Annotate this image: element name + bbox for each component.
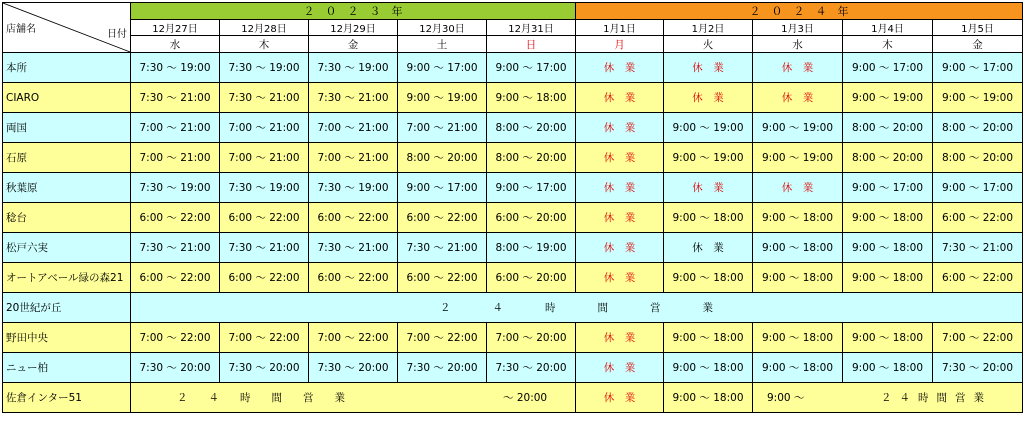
closed-cell: 休 業 — [576, 203, 664, 233]
closed-cell: 休 業 — [576, 143, 664, 173]
store-row — [3, 203, 1023, 233]
closed-cell: 休 業 — [576, 83, 664, 113]
hours-cell: 9:00 ～ 19:00 — [753, 113, 843, 143]
corner-header-cell — [3, 3, 131, 53]
hours-cell: 6:00 ～ 22:00 — [131, 203, 220, 233]
store-row — [3, 263, 1023, 293]
store-row — [3, 53, 1023, 83]
store-name-cell: 野田中央 — [3, 323, 131, 353]
hours-cell: 9:00 ～ 17:00 — [398, 53, 487, 83]
hours-cell: 6:00 ～ 22:00 — [220, 263, 309, 293]
hours-cell: 6:00 ～ 20:00 — [487, 203, 576, 233]
hours-cell: 7:30 ～ 21:00 — [220, 233, 309, 263]
hours-cell: 7:30 ～ 21:00 — [131, 83, 220, 113]
hours-cell: 7:00 ～ 21:00 — [220, 143, 309, 173]
day-of-week-row — [3, 36, 1023, 53]
closed-cell: 休 業 — [664, 173, 753, 203]
hours-cell: 7:30 ～ 20:00 — [398, 353, 487, 383]
date-header-cell: 12月31日 — [487, 20, 576, 36]
day-of-week-cell: 水 — [131, 36, 220, 53]
day-of-week-cell: 金 — [933, 36, 1023, 53]
hours-cell: 9:00 ～ 18:00 — [843, 203, 933, 233]
store-row — [3, 383, 1023, 413]
closed-cell: 休 業 — [576, 113, 664, 143]
hours-cell: 9:00 ～ 18:00 — [664, 203, 753, 233]
hours-cell: 9:00 ～ 18:00 — [487, 83, 576, 113]
hours-cell: 8:00 ～ 20:00 — [487, 113, 576, 143]
hours-cell: 7:30 ～ 19:00 — [220, 53, 309, 83]
hours-cell: 9:00 ～ 18:00 — [753, 263, 843, 293]
hours-cell: 9:00 ～ 18:00 — [753, 323, 843, 353]
closed-cell: 休 業 — [576, 53, 664, 83]
store-row — [3, 173, 1023, 203]
hours-cell: 8:00 ～ 19:00 — [487, 233, 576, 263]
store-name-cell: 20世紀が丘 — [3, 293, 131, 323]
open-24h-cell: ２ ４ 時 間 営 業 — [131, 293, 1023, 323]
hours-cell: 7:30 ～ 21:00 — [309, 233, 398, 263]
hours-cell: 7:00 ～ 21:00 — [309, 113, 398, 143]
date-header-cell: 1月4日 — [843, 20, 933, 36]
date-header-cell: 12月28日 — [220, 20, 309, 36]
store-row — [3, 353, 1023, 383]
hours-cell: 7:30 ～ 21:00 — [131, 233, 220, 263]
hours-cell: 6:00 ～ 22:00 — [933, 203, 1023, 233]
store-row — [3, 143, 1023, 173]
closed-cell: 休 業 — [576, 323, 664, 353]
store-name-cell: CIARO — [3, 83, 131, 113]
hours-cell: 9:00 ～ 18:00 — [843, 353, 933, 383]
open-24h-until-cell — [131, 383, 576, 413]
hours-cell: 9:00 ～ 19:00 — [664, 113, 753, 143]
hours-cell: 9:00 ～ 19:00 — [398, 83, 487, 113]
opening-time-label: 9:00 ～ — [767, 392, 805, 404]
hours-cell: 7:00 ～ 21:00 — [309, 143, 398, 173]
hours-cell: 7:00 ～ 22:00 — [220, 323, 309, 353]
hours-cell: 7:30 ～ 19:00 — [220, 173, 309, 203]
hours-cell: 7:00 ～ 21:00 — [131, 143, 220, 173]
closed-cell: 休 業 — [576, 353, 664, 383]
hours-cell: 9:00 ～ 19:00 — [843, 83, 933, 113]
hours-cell: 9:00 ～ 17:00 — [843, 173, 933, 203]
date-header-cell: 12月27日 — [131, 20, 220, 36]
store-name-cell: 石原 — [3, 143, 131, 173]
hours-cell: 7:30 ～ 20:00 — [220, 353, 309, 383]
hours-cell: 7:00 ～ 21:00 — [220, 113, 309, 143]
hours-cell: 9:00 ～ 18:00 — [664, 323, 753, 353]
date-header-cell: 1月1日 — [576, 20, 664, 36]
hours-cell: 7:00 ～ 22:00 — [309, 323, 398, 353]
hours-cell: 9:00 ～ 17:00 — [487, 173, 576, 203]
hours-cell: 9:00 ～ 17:00 — [933, 173, 1023, 203]
day-of-week-cell: 火 — [664, 36, 753, 53]
holiday-hours-table — [2, 2, 1023, 413]
date-row — [3, 20, 1023, 36]
hours-cell: 7:30 ～ 19:00 — [131, 173, 220, 203]
hours-cell: 9:00 ～ 18:00 — [664, 353, 753, 383]
day-of-week-cell: 水 — [753, 36, 843, 53]
day-of-week-cell: 日 — [487, 36, 576, 53]
hours-cell: 6:00 ～ 22:00 — [220, 203, 309, 233]
hours-cell: 6:00 ～ 22:00 — [398, 263, 487, 293]
closed-cell: 休 業 — [753, 53, 843, 83]
open-24h-from-cell — [753, 383, 1023, 413]
hours-cell: 9:00 ～ 18:00 — [664, 383, 753, 413]
hours-cell: 7:30 ～ 21:00 — [309, 83, 398, 113]
closed-cell: 休 業 — [576, 263, 664, 293]
hours-cell: 9:00 ～ 18:00 — [843, 323, 933, 353]
day-of-week-cell: 金 — [309, 36, 398, 53]
store-name-cell: 本所 — [3, 53, 131, 83]
date-header-cell: 1月2日 — [664, 20, 753, 36]
hours-cell: 7:00 ～ 21:00 — [398, 113, 487, 143]
closed-cell: 休 業 — [753, 83, 843, 113]
day-of-week-cell: 木 — [220, 36, 309, 53]
hours-cell: 8:00 ～ 20:00 — [487, 143, 576, 173]
date-header-cell: 12月29日 — [309, 20, 398, 36]
closed-cell: 休 業 — [664, 233, 753, 263]
hours-cell: 7:00 ～ 21:00 — [131, 113, 220, 143]
hours-cell: 9:00 ～ 18:00 — [753, 203, 843, 233]
hours-cell: 7:30 ～ 20:00 — [131, 353, 220, 383]
date-label: 日付 — [107, 29, 127, 40]
hours-cell: 7:30 ～ 20:00 — [487, 353, 576, 383]
store-name-cell: 稔台 — [3, 203, 131, 233]
closed-cell: 休 業 — [753, 173, 843, 203]
date-header-cell: 1月5日 — [933, 20, 1023, 36]
hours-cell: 6:00 ～ 22:00 — [398, 203, 487, 233]
hours-cell: 7:30 ～ 21:00 — [220, 83, 309, 113]
hours-cell: 9:00 ～ 17:00 — [933, 53, 1023, 83]
store-name-label: 店舗名 — [6, 24, 36, 35]
hours-cell: 9:00 ～ 18:00 — [753, 353, 843, 383]
day-of-week-cell: 木 — [843, 36, 933, 53]
hours-cell: 7:00 ～ 22:00 — [131, 323, 220, 353]
hours-cell: 7:30 ～ 20:00 — [309, 353, 398, 383]
hours-cell: 9:00 ～ 18:00 — [664, 263, 753, 293]
store-row — [3, 233, 1023, 263]
date-header-cell: 1月3日 — [753, 20, 843, 36]
hours-cell: 6:00 ～ 22:00 — [309, 203, 398, 233]
open-24h-label: ２４時間営業 — [881, 392, 992, 404]
store-name-cell: ニュー柏 — [3, 353, 131, 383]
hours-cell: 7:30 ～ 21:00 — [933, 233, 1023, 263]
store-name-cell: 秋葉原 — [3, 173, 131, 203]
hours-cell: 7:00 ～ 22:00 — [933, 323, 1023, 353]
store-name-cell: 松戸六実 — [3, 233, 131, 263]
hours-cell: 8:00 ～ 20:00 — [843, 113, 933, 143]
store-row — [3, 293, 1023, 323]
hours-cell: 7:30 ～ 19:00 — [309, 173, 398, 203]
closed-cell: 休 業 — [576, 233, 664, 263]
closed-cell: 休 業 — [664, 53, 753, 83]
hours-cell: 9:00 ～ 19:00 — [753, 143, 843, 173]
hours-cell: 8:00 ～ 20:00 — [843, 143, 933, 173]
store-name-cell: 両国 — [3, 113, 131, 143]
hours-cell: 9:00 ～ 17:00 — [398, 173, 487, 203]
hours-cell: 8:00 ～ 20:00 — [933, 143, 1023, 173]
hours-cell: 7:00 ～ 20:00 — [487, 323, 576, 353]
hours-cell: 7:30 ～ 20:00 — [933, 353, 1023, 383]
store-name-cell: 佐倉インター51 — [3, 383, 131, 413]
store-name-cell: オートアベール緑の森21 — [3, 263, 131, 293]
hours-cell: 7:30 ～ 19:00 — [309, 53, 398, 83]
year-2024-header: ２ ０ ２ ４ 年 — [576, 3, 1023, 20]
hours-cell: 9:00 ～ 19:00 — [664, 143, 753, 173]
hours-cell: 8:00 ～ 20:00 — [933, 113, 1023, 143]
hours-cell: 6:00 ～ 22:00 — [131, 263, 220, 293]
hours-cell: 9:00 ～ 17:00 — [487, 53, 576, 83]
hours-cell: 9:00 ～ 17:00 — [843, 53, 933, 83]
hours-cell: 7:30 ～ 19:00 — [131, 53, 220, 83]
hours-cell: 9:00 ～ 18:00 — [753, 233, 843, 263]
closed-cell: 休 業 — [576, 383, 664, 413]
store-row — [3, 113, 1023, 143]
closed-cell: 休 業 — [664, 83, 753, 113]
closed-cell: 休 業 — [576, 173, 664, 203]
hours-cell: 9:00 ～ 18:00 — [843, 233, 933, 263]
hours-cell: 8:00 ～ 20:00 — [398, 143, 487, 173]
store-row — [3, 83, 1023, 113]
day-of-week-cell: 土 — [398, 36, 487, 53]
store-row — [3, 323, 1023, 353]
hours-cell: 6:00 ～ 22:00 — [933, 263, 1023, 293]
hours-cell: 6:00 ～ 22:00 — [309, 263, 398, 293]
hours-cell: 9:00 ～ 19:00 — [933, 83, 1023, 113]
closing-time-label: ～ 20:00 — [503, 392, 548, 404]
hours-cell: 9:00 ～ 18:00 — [843, 263, 933, 293]
day-of-week-cell: 月 — [576, 36, 664, 53]
open-24h-label: ２ ４ 時 間 営 業 — [177, 392, 345, 404]
year-2023-header: ２ ０ ２ ３ 年 — [131, 3, 576, 20]
hours-cell: 7:00 ～ 22:00 — [398, 323, 487, 353]
hours-cell: 7:30 ～ 21:00 — [398, 233, 487, 263]
date-header-cell: 12月30日 — [398, 20, 487, 36]
hours-cell: 6:00 ～ 20:00 — [487, 263, 576, 293]
